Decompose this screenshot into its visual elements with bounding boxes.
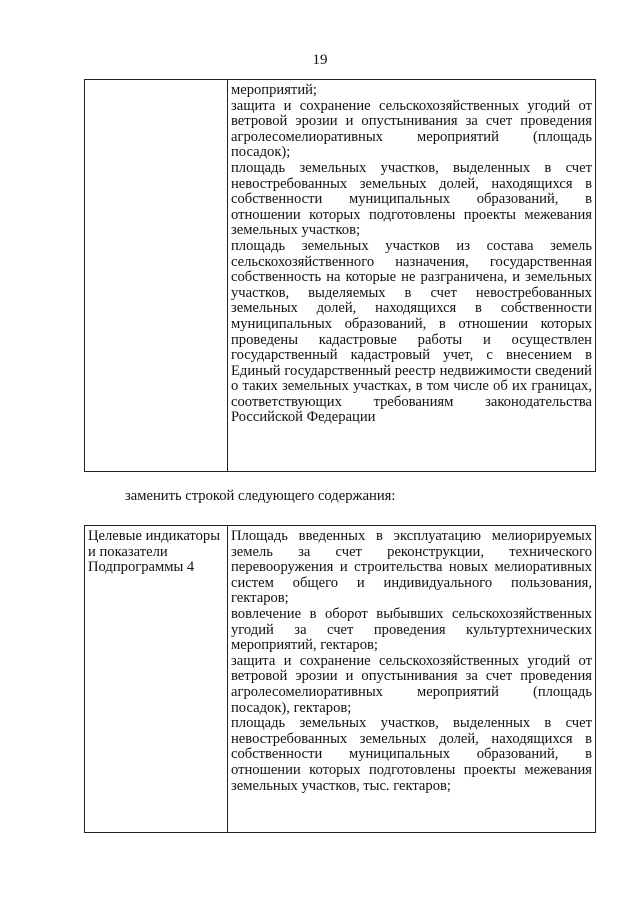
paragraph: защита и сохранение сельскохозяйственных угодий от ветровой эрозии и опустынивания за счет проведения агролесомелиоративных мероприятий (площадь посадок);	[231, 97, 592, 161]
table-row	[85, 526, 596, 833]
table-bottom-left-cell: Целевые индикаторы и показатели Подпрограммы 4	[85, 526, 228, 833]
table-top	[84, 79, 596, 472]
paragraph: площадь земельных участков из состава земель сельскохозяйственного назначения, государственная собственность на которые не разграничена, и земельных участков, выделяемых в счет невостребованных земельных долей, находящихся в собственности муниципальных образований, в отношении которых проведены кадастровые работы и осуществлен государственный кадастровый учет, с внесением в Единый государственный реестр недвижимости сведений о таких земельных участках, в том числе об их границах, соответствующих требованиям законодательства Российской Федерации	[231, 237, 592, 426]
table-bottom	[84, 525, 596, 833]
table-bottom-right-cell	[228, 526, 596, 833]
paragraph: Площадь введенных в эксплуатацию мелиорируемых земель за счет реконструкции, технического перевооружения и строительства новых мелиоративных систем общего и индивидуального пользования, гектаров;	[231, 528, 592, 607]
paragraph: площадь земельных участков, выделенных в счет невостребованных земельных долей, находящихся в собственности муниципальных образований, в отношении которых подготовлены проекты межевания земельных участков;	[231, 159, 592, 239]
table-row	[85, 80, 596, 472]
table-top-right-cell	[228, 80, 596, 472]
paragraph: площадь земельных участков, выделенных в счет невостребованных земельных долей, находящихся в собственности муниципальных образований, в отношении которых подготовлены проекты межевания земельных участков, тыс. гектаров;	[231, 715, 592, 794]
instruction-text: заменить строкой следующего содержания:	[125, 488, 396, 504]
table-top-left-cell	[85, 80, 228, 472]
paragraph: вовлечение в оборот выбывших сельскохозяйственных угодий за счет проведения культуртехнических мероприятий, гектаров;	[231, 605, 592, 654]
paragraph: мероприятий;	[231, 82, 317, 98]
page-number: 19	[312, 52, 328, 68]
paragraph: защита и сохранение сельскохозяйственных угодий от ветровой эрозии и опустынивания за счет проведения агролесомелиоративных мероприятий (площадь посадок), гектаров;	[231, 652, 592, 716]
